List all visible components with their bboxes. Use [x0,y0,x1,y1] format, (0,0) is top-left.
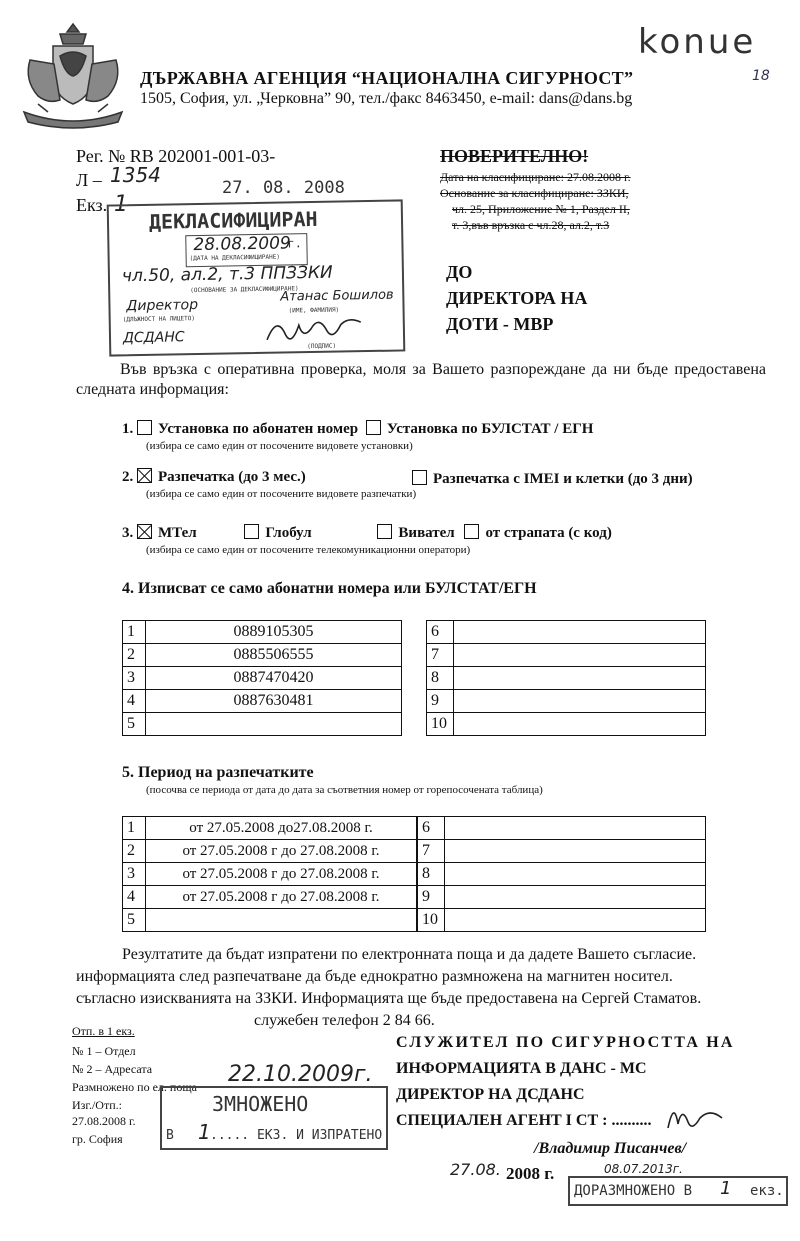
table-row [123,863,706,886]
additional-copy-stamp [568,1176,788,1206]
row-number: 6 [427,621,454,644]
phone-number: 0887630481 [146,690,402,713]
period-value: от 27.05.2008 г до 27.08.2008 г. [146,886,418,909]
table-row [427,713,706,736]
corner-handwriting: konue [638,22,757,62]
declass-name-caption: (ИМЕ, ФАМИЛИЯ) [288,306,340,315]
addressee-line-2: ДИРЕКТОРА НА [446,288,588,308]
row-number: 10 [427,713,454,736]
table-row [123,713,402,736]
option-mtel: МТел [158,525,197,541]
checkbox-bulstat-lookup[interactable] [366,420,381,435]
period-value [146,909,418,932]
signature-name: /Владимир Писанчев/ [534,1140,687,1157]
period-table [122,816,706,932]
declass-signature [263,312,374,346]
classification-title: ПОВЕРИТЕЛНО! [440,146,589,166]
checkbox-globul[interactable] [244,524,259,539]
table-row [427,667,706,690]
copy-stamp-date: 22.10.2009г. [228,1062,373,1087]
row-number-right: 7 [417,840,445,863]
option-printout-imei: Разпечатка с IMEI и клетки (до 3 дни) [433,471,693,487]
closing-line-4: служебен телефон 2 84 66. [254,1012,435,1029]
row-number: 3 [123,863,146,886]
row-number: 1 [123,621,146,644]
copy-stamp-suffix: ..... ЕКЗ. И ИЗПРАТЕНО [210,1128,383,1143]
section-4-title: 4. Изписват се само абонатни номера или БУЛСТАТ/ЕГН [122,580,537,597]
table-row [123,690,402,713]
closing-line-2: информацията след разпечатване да бъде еднократно размножена на магнитен носител. [76,968,673,985]
checkbox-mtel[interactable] [137,524,152,539]
additional-copy-prefix: ДОРАЗМНОЖЕНО В [574,1183,693,1199]
declass-date: 28.08.2009 [193,233,291,256]
phone-number [454,713,706,736]
registration-date: 27. 08. 2008 [222,178,345,198]
table-row [123,817,706,840]
distribution-line-4: Размножено по ел. поща [72,1080,197,1094]
checkbox-vivatel[interactable] [377,524,392,539]
registration-prefix: Л – [76,170,102,190]
phone-number: 0887470420 [146,667,402,690]
classification-line-1: Дата на класифициране: 27.08.2008 г. [440,170,631,184]
table-row [123,644,402,667]
phone-number [454,690,706,713]
period-value: от 27.05.2008 г до 27.08.2008 г. [146,863,418,886]
row-number: 4 [123,886,146,909]
registration-handwritten-number: 1354 [110,163,161,187]
agency-name: ДЪРЖАВНА АГЕНЦИЯ “НАЦИОНАЛНА СИГУРНОСТ” [140,68,634,88]
table-row [123,909,706,932]
row-number: 9 [427,690,454,713]
checkbox-foreign[interactable] [464,524,479,539]
coat-of-arms-logo [18,20,128,130]
section-5-note: (посочва се периода от дата до дата за съответния номер от горепосочената таблица) [146,784,543,796]
declass-sign-caption: (ПОДПИС) [307,342,337,351]
copy-stamp-count: 1 [198,1120,211,1144]
section-2-number: 2. [122,469,134,485]
closing-line-3: съгласно изискванията на ЗЗКИ. Информацията ще бъде предоставена на Сергей Стаматов. [76,990,702,1007]
table-row [427,690,706,713]
period-value: от 27.05.2008 до27.08.2008 г. [146,817,418,840]
numbers-table-left [122,620,402,736]
row-number-right: 10 [417,909,445,932]
table-row [123,621,402,644]
copy-label: Екз. [76,195,108,215]
phone-number: 0885506555 [146,644,402,667]
additional-copy-suffix: екз. [750,1183,784,1199]
phone-number [454,667,706,690]
distribution-line-2: № 1 – Отдел [72,1044,136,1058]
checkbox-printout-imei[interactable] [412,470,427,485]
official-signature [662,1098,728,1132]
table-row [427,621,706,644]
row-number-right: 9 [417,886,445,909]
phone-number [454,621,706,644]
declass-position: Директор [126,297,199,315]
declass-basis-caption: (ОСНОВАНИЕ ЗА ДЕКЛАСИФИЦИРАНЕ) [190,285,299,295]
distribution-line-6: 27.08.2008 г. [72,1114,136,1128]
section-3-note: (избира се само един от посочените телекомуникационни оператори) [146,544,471,556]
declass-date-suffix: г. [287,236,302,251]
signature-date-suffix: 2008 г. [506,1164,555,1183]
row-number: 3 [123,667,146,690]
section-2-options [122,468,306,486]
checkbox-subscriber-lookup[interactable] [137,420,152,435]
table-row [123,886,706,909]
section-1-note: (избира се само един от посочените видовете установки) [146,440,413,452]
row-number: 1 [123,817,146,840]
signature-date-handwritten: 27.08. [450,1160,501,1179]
option-vivatel: Вивател [398,525,455,541]
signature-line-1: СЛУЖИТЕЛ ПО СИГУРНОСТТА НА [396,1034,735,1051]
period-value-right [445,863,706,886]
copy-stamp-title: ЗМНОЖЕНО [212,1092,309,1116]
additional-date-handwritten: 08.07.2013г. [604,1162,683,1176]
addressee-line-3: ДОТИ - МВР [446,314,554,334]
period-value-right [445,840,706,863]
numbers-table-right [426,620,706,736]
row-number: 4 [123,690,146,713]
table-row [123,840,706,863]
section-1-number: 1. [122,421,134,437]
intro-text: Във връзка с оперативна проверка, моля за Вашето разпореждане да ни бъде предоставена следната информация: [76,361,766,398]
option-bulstat-lookup: Установка по БУЛСТАТ / ЕГН [386,421,594,437]
declassification-stamp [107,199,406,356]
row-number: 8 [427,667,454,690]
declass-position-caption: (ДЛЪЖНОСТ НА ЛИЦЕТО) [122,315,196,324]
row-number-right: 8 [417,863,445,886]
option-globul: Глобул [265,525,312,541]
addressee-line-1: ДО [446,262,473,282]
declass-official-name: Атанас Бошилов [280,287,394,305]
phone-number: 0889105305 [146,621,402,644]
row-number: 5 [123,713,146,736]
section-2-option-b [412,470,693,488]
option-printout-3-months: Разпечатка (до 3 мес.) [158,469,306,485]
classification-line-3: чл. 25, Приложение № 1, Раздел II, [452,202,630,216]
distribution-line-7: гр. София [72,1132,123,1146]
section-5-title: 5. Период на разпечатките [122,764,314,781]
distribution-line-5: Изг./Отп.: [72,1098,122,1112]
signature-line-4: СПЕЦИАЛЕН АГЕНТ I СТ : .......... [396,1112,652,1129]
section-1-options [122,420,593,438]
section-3-number: 3. [122,525,134,541]
registration-number: Рег. № RB 202001-001-03- [76,146,276,166]
copy-stamp-prefix: В [166,1128,174,1143]
declass-stamp-title: ДЕКЛАСИФИЦИРАН [148,206,318,234]
period-value-right [445,909,706,932]
classification-line-4: т. 3,във връзка с чл.28, ал.2, т.3 [452,218,610,232]
row-number: 7 [427,644,454,667]
page-number-handwriting: 18 [752,68,770,84]
agency-address: 1505, София, ул. „Черковна” 90, тел./факс 8463450, e-mail: dans@dans.bg [140,90,633,107]
row-number: 2 [123,840,146,863]
section-2-note: (избира се само един от посочените видовете разпечатки) [146,488,417,500]
period-value-right [445,886,706,909]
distribution-line-1: Отп. в 1 екз. [72,1024,135,1038]
additional-copy-count: 1 [720,1178,732,1199]
period-value-right [445,817,706,840]
row-number: 2 [123,644,146,667]
table-row [427,644,706,667]
option-subscriber-lookup: Установка по абонатен номер [158,421,359,437]
closing-line-1: Резултатите да бъдат изпратени по електронната поща и да дадете Вашето съгласие. [122,946,697,963]
table-row [123,667,402,690]
signature-line-2: ИНФОРМАЦИЯТА В ДАНС - МС [396,1060,647,1077]
row-number: 5 [123,909,146,932]
distribution-line-3: № 2 – Адресата [72,1062,153,1076]
period-value: от 27.05.2008 г до 27.08.2008 г. [146,840,418,863]
declass-basis: чл.50, ал.2, т.3 ППЗЗКИ [121,262,333,287]
declass-org: ДСДАНС [122,329,185,347]
phone-number [454,644,706,667]
row-number-right: 6 [417,817,445,840]
copy-handwritten-number: 1 [114,192,128,217]
option-foreign: от страпата (с код) [485,525,612,541]
signature-line-3: ДИРЕКТОР НА ДСДАНС [396,1086,585,1103]
classification-line-2: Основание за класифициране: ЗЗКИ, [440,186,629,200]
declass-date-caption: (ДАТА НА ДЕКЛАСИФИЦИРАНЕ) [189,253,281,263]
phone-number [146,713,402,736]
checkbox-printout-3-months[interactable] [137,468,152,483]
section-3-options [122,524,612,542]
copy-stamp [160,1086,388,1150]
